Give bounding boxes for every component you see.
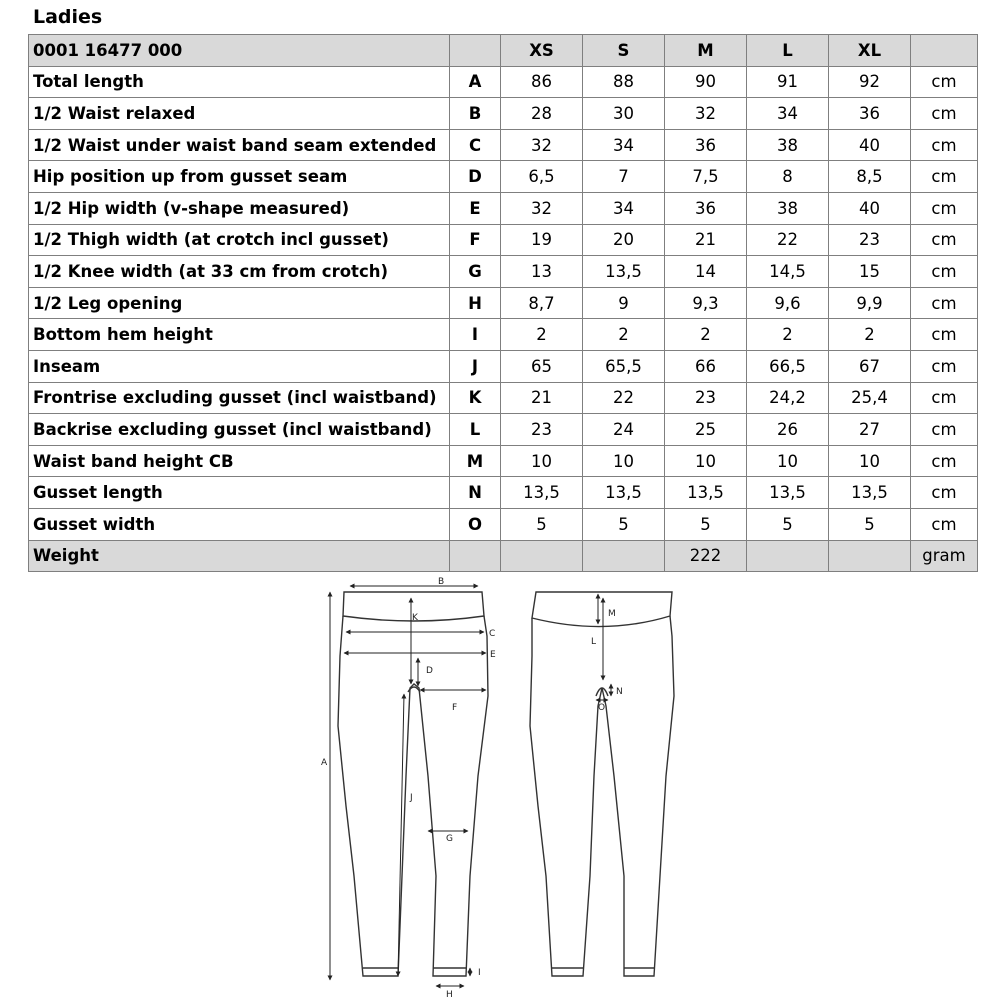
value-xl: 13,5 xyxy=(829,477,911,509)
label-e: E xyxy=(490,650,496,660)
measurement-code: F xyxy=(450,224,501,256)
measurement-code: M xyxy=(450,445,501,477)
value-xs: 6,5 xyxy=(501,161,583,193)
value-m: 2 xyxy=(665,319,747,351)
value-m: 13,5 xyxy=(665,477,747,509)
value-l: 91 xyxy=(747,66,829,98)
value-xs: 2 xyxy=(501,319,583,351)
value-xs: 21 xyxy=(501,382,583,414)
unit-cell: cm xyxy=(911,319,978,351)
leggings-measurement-diagram xyxy=(0,576,1000,1000)
value-xs: 86 xyxy=(501,66,583,98)
value-m: 23 xyxy=(665,382,747,414)
table-row xyxy=(29,129,978,161)
value-l: 10 xyxy=(747,445,829,477)
label-g: G xyxy=(446,834,453,844)
measurement-label: 1/2 Waist under waist band seam extended xyxy=(29,129,450,161)
measurement-label: 1/2 Thigh width (at crotch incl gusset) xyxy=(29,224,450,256)
weight-code-cell xyxy=(450,540,501,572)
unit-cell: cm xyxy=(911,350,978,382)
value-xs: 19 xyxy=(501,224,583,256)
measurement-label: 1/2 Hip width (v-shape measured) xyxy=(29,192,450,224)
label-d: D xyxy=(426,666,433,676)
measurement-code: A xyxy=(450,66,501,98)
value-xl: 15 xyxy=(829,256,911,288)
value-xl: 36 xyxy=(829,98,911,130)
value-m: 7,5 xyxy=(665,161,747,193)
value-l: 14,5 xyxy=(747,256,829,288)
value-m: 36 xyxy=(665,192,747,224)
measurement-label: 1/2 Leg opening xyxy=(29,287,450,319)
measurement-label: Gusset length xyxy=(29,477,450,509)
measurement-label: Total length xyxy=(29,66,450,98)
value-xl: 40 xyxy=(829,192,911,224)
table-row xyxy=(29,319,978,351)
value-s: 7 xyxy=(583,161,665,193)
value-xs: 13 xyxy=(501,256,583,288)
value-m: 9,3 xyxy=(665,287,747,319)
measurement-code: H xyxy=(450,287,501,319)
measurement-code: I xyxy=(450,319,501,351)
value-s: 2 xyxy=(583,319,665,351)
unit-cell: cm xyxy=(911,66,978,98)
value-xs: 8,7 xyxy=(501,287,583,319)
value-s: 13,5 xyxy=(583,477,665,509)
value-l: 38 xyxy=(747,192,829,224)
weight-unit: gram xyxy=(911,540,978,572)
weight-xs-cell xyxy=(501,540,583,572)
table-row xyxy=(29,350,978,382)
value-xl: 23 xyxy=(829,224,911,256)
measurement-code: J xyxy=(450,350,501,382)
label-j: J xyxy=(410,793,413,803)
size-header-xl: XL xyxy=(829,35,911,67)
size-header-m: M xyxy=(665,35,747,67)
label-f: F xyxy=(452,703,458,713)
value-s: 20 xyxy=(583,224,665,256)
value-xl: 25,4 xyxy=(829,382,911,414)
weight-value: 222 xyxy=(665,540,747,572)
table-row xyxy=(29,382,978,414)
value-m: 14 xyxy=(665,256,747,288)
value-l: 22 xyxy=(747,224,829,256)
value-s: 34 xyxy=(583,192,665,224)
table-row xyxy=(29,192,978,224)
size-header-l: L xyxy=(747,35,829,67)
measurement-code: L xyxy=(450,414,501,446)
value-l: 8 xyxy=(747,161,829,193)
value-s: 30 xyxy=(583,98,665,130)
measurement-code: K xyxy=(450,382,501,414)
measurement-label: Backrise excluding gusset (incl waistband) xyxy=(29,414,450,446)
value-xs: 65 xyxy=(501,350,583,382)
value-xl: 10 xyxy=(829,445,911,477)
value-m: 21 xyxy=(665,224,747,256)
label-n: N xyxy=(616,687,623,697)
value-m: 10 xyxy=(665,445,747,477)
table-row xyxy=(29,287,978,319)
value-l: 2 xyxy=(747,319,829,351)
measurement-label: Inseam xyxy=(29,350,450,382)
measurement-code: E xyxy=(450,192,501,224)
measurement-label: 1/2 Waist relaxed xyxy=(29,98,450,130)
label-i: I xyxy=(478,968,481,978)
label-o: O xyxy=(598,703,606,713)
value-l: 5 xyxy=(747,508,829,540)
value-xs: 10 xyxy=(501,445,583,477)
weight-s-cell xyxy=(583,540,665,572)
weight-xl-cell xyxy=(829,540,911,572)
table-row xyxy=(29,477,978,509)
table-row xyxy=(29,66,978,98)
header-row xyxy=(29,35,978,67)
value-xs: 13,5 xyxy=(501,477,583,509)
value-s: 24 xyxy=(583,414,665,446)
weight-row xyxy=(29,540,978,572)
page-title: Ladies xyxy=(33,6,103,28)
front-view-leggings xyxy=(338,592,488,976)
value-xl: 2 xyxy=(829,319,911,351)
unit-cell: cm xyxy=(911,129,978,161)
unit-cell: cm xyxy=(911,224,978,256)
value-xl: 8,5 xyxy=(829,161,911,193)
value-xl: 27 xyxy=(829,414,911,446)
value-xs: 32 xyxy=(501,129,583,161)
value-xl: 67 xyxy=(829,350,911,382)
value-l: 24,2 xyxy=(747,382,829,414)
value-xl: 5 xyxy=(829,508,911,540)
value-s: 65,5 xyxy=(583,350,665,382)
weight-label: Weight xyxy=(29,540,450,572)
value-m: 32 xyxy=(665,98,747,130)
value-s: 10 xyxy=(583,445,665,477)
table-row xyxy=(29,256,978,288)
header-code-cell xyxy=(450,35,501,67)
back-measurement-labels xyxy=(591,609,623,713)
measurement-label: Waist band height CB xyxy=(29,445,450,477)
label-c: C xyxy=(489,629,496,639)
value-m: 90 xyxy=(665,66,747,98)
unit-cell: cm xyxy=(911,414,978,446)
measurement-label: Gusset width xyxy=(29,508,450,540)
value-s: 5 xyxy=(583,508,665,540)
measurement-code: G xyxy=(450,256,501,288)
unit-cell: cm xyxy=(911,256,978,288)
measurement-label: Frontrise excluding gusset (incl waistband) xyxy=(29,382,450,414)
value-xl: 40 xyxy=(829,129,911,161)
measurement-code: B xyxy=(450,98,501,130)
value-xl: 92 xyxy=(829,66,911,98)
label-m: M xyxy=(608,609,616,619)
value-l: 38 xyxy=(747,129,829,161)
value-s: 34 xyxy=(583,129,665,161)
size-header-xs: XS xyxy=(501,35,583,67)
table-row xyxy=(29,161,978,193)
value-s: 9 xyxy=(583,287,665,319)
weight-l-cell xyxy=(747,540,829,572)
value-l: 9,6 xyxy=(747,287,829,319)
unit-cell: cm xyxy=(911,477,978,509)
measurement-code: N xyxy=(450,477,501,509)
unit-cell: cm xyxy=(911,445,978,477)
measurement-code: C xyxy=(450,129,501,161)
label-h: H xyxy=(446,990,453,1000)
table-row xyxy=(29,445,978,477)
value-m: 5 xyxy=(665,508,747,540)
value-xs: 28 xyxy=(501,98,583,130)
value-s: 13,5 xyxy=(583,256,665,288)
value-s: 22 xyxy=(583,382,665,414)
size-chart-table xyxy=(28,34,978,572)
value-m: 25 xyxy=(665,414,747,446)
value-l: 13,5 xyxy=(747,477,829,509)
value-xs: 5 xyxy=(501,508,583,540)
header-unit-cell xyxy=(911,35,978,67)
value-l: 26 xyxy=(747,414,829,446)
unit-cell: cm xyxy=(911,161,978,193)
back-view-leggings xyxy=(530,592,674,976)
label-l: L xyxy=(591,637,597,647)
unit-cell: cm xyxy=(911,382,978,414)
measurement-label: Bottom hem height xyxy=(29,319,450,351)
unit-cell: cm xyxy=(911,98,978,130)
value-m: 36 xyxy=(665,129,747,161)
size-header-s: S xyxy=(583,35,665,67)
value-l: 34 xyxy=(747,98,829,130)
table-row xyxy=(29,508,978,540)
measurement-code: D xyxy=(450,161,501,193)
value-xs: 23 xyxy=(501,414,583,446)
front-measurement-labels xyxy=(321,577,496,1000)
measurement-label: 1/2 Knee width (at 33 cm from crotch) xyxy=(29,256,450,288)
value-xl: 9,9 xyxy=(829,287,911,319)
value-l: 66,5 xyxy=(747,350,829,382)
label-b: B xyxy=(438,577,445,587)
table-row xyxy=(29,414,978,446)
label-k: K xyxy=(412,613,418,623)
value-m: 66 xyxy=(665,350,747,382)
table-row xyxy=(29,224,978,256)
table-row xyxy=(29,98,978,130)
front-measurement-arrows xyxy=(330,586,486,986)
article-number: 0001 16477 000 xyxy=(29,35,450,67)
measurement-label: Hip position up from gusset seam xyxy=(29,161,450,193)
unit-cell: cm xyxy=(911,508,978,540)
measurement-code: O xyxy=(450,508,501,540)
unit-cell: cm xyxy=(911,287,978,319)
value-xs: 32 xyxy=(501,192,583,224)
value-s: 88 xyxy=(583,66,665,98)
label-a: A xyxy=(321,758,328,768)
unit-cell: cm xyxy=(911,192,978,224)
